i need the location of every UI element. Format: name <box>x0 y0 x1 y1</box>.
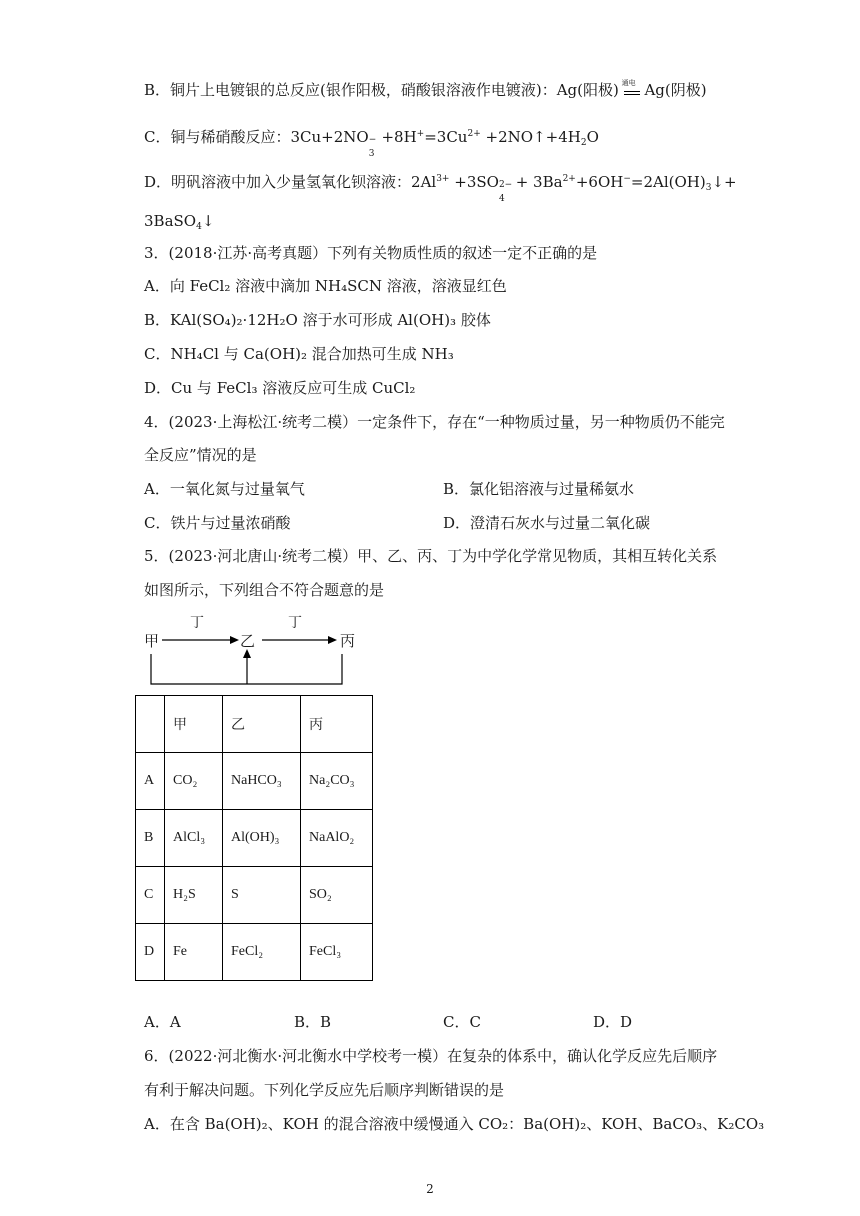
q3-stem: 3．(2018·江苏·高考真题）下列有关物质性质的叙述一定不正确的是 <box>144 244 598 262</box>
q6-option-a: A．在含 Ba(OH)₂、KOH 的混合溶液中缓慢通入 CO₂：Ba(OH)₂、KOH、BaCO₃、K₂CO₃ <box>144 1115 765 1133</box>
table-cell: Fe <box>165 924 223 981</box>
q2-c-h2osub: 2 <box>580 138 587 148</box>
q2-option-c <box>144 124 599 159</box>
table-row <box>136 753 373 810</box>
q4-option-b: B．氯化铝溶液与过量稀氨水 <box>443 480 635 498</box>
q2-d-mid4: =2Al(OH) <box>630 173 706 191</box>
table-cell: D <box>136 924 165 981</box>
q4-stem-line2: 全反应”情况的是 <box>144 446 257 464</box>
q2-d-so4sub: 4 <box>498 194 505 204</box>
q5-choice-a: A．A <box>144 1013 181 1031</box>
q5-choice-d: D．D <box>593 1013 633 1031</box>
options-table <box>135 695 373 981</box>
q2-d-l2: 3BaSO <box>144 212 197 230</box>
table-cell: CO₂ <box>165 753 223 810</box>
q3-option-b: B．KAl(SO₄)₂·12H₂O 溶于水可形成 Al(OH)₃ 胶体 <box>144 311 491 329</box>
q2-c-sup: − <box>368 135 377 145</box>
q2-c-rest: +2NO↑+4H <box>480 128 581 146</box>
diagram-lines <box>142 612 372 692</box>
q2-c-cusup: 2+ <box>467 129 481 139</box>
q2-d-l2sub: 4 <box>196 222 202 232</box>
q2-b-suffix: Ag(阴极) <box>644 81 707 99</box>
q6-stem-line1: 6．(2022·河北衡水·河北衡水中学校考一模）在复杂的体系中，确认化学反应先后顺序 <box>144 1047 718 1065</box>
table-cell: NaAlO₂ <box>301 810 373 867</box>
node-yi: 乙 <box>240 632 256 650</box>
node-bing: 丙 <box>340 632 356 650</box>
q3-option-a: A．向 FeCl₂ 溶液中滴加 NH₄SCN 溶液，溶液显红色 <box>144 277 507 295</box>
q2-d-alohsub: 3 <box>705 183 712 193</box>
table-cell: S <box>223 867 301 924</box>
table-header-cell: 丙 <box>301 696 373 753</box>
table-cell: B <box>136 810 165 867</box>
arrowhead-jia-yi <box>230 636 239 644</box>
q2-c-hsup: + <box>416 129 425 139</box>
q5-choice-b: B．B <box>294 1013 332 1031</box>
q6-stem-line2: 有利于解决问题。下列化学反应先后顺序判断错误的是 <box>144 1081 505 1099</box>
q2-c-end: O <box>586 128 599 146</box>
table-cell: SO₂ <box>301 867 373 924</box>
label-ding-1: 丁 <box>190 615 204 631</box>
q3-option-d: D．Cu 与 FeCl₃ 溶液反应可生成 CuCl₂ <box>144 379 416 397</box>
q5-stem-line2: 如图所示，下列组合不符合题意的是 <box>144 581 385 599</box>
q5-choice-c: C．C <box>443 1013 481 1031</box>
table-cell: NaHCO₃ <box>223 753 301 810</box>
table-cell: FeCl₂ <box>223 924 301 981</box>
q2-d-mid1: +3SO <box>449 173 499 191</box>
table-header-row <box>136 696 373 753</box>
q2-d-end: ↓+ <box>711 173 737 191</box>
page-number: 2 <box>426 1182 434 1196</box>
q2-d-ohsup: − <box>623 174 631 184</box>
table-cell: AlCl₃ <box>165 810 223 867</box>
table-cell: H₂S <box>165 867 223 924</box>
node-jia: 甲 <box>144 632 160 650</box>
table-cell: Al(OH)₃ <box>223 810 301 867</box>
electrolysis-label: 通电 <box>621 79 636 87</box>
table-row <box>136 924 373 981</box>
q2-d-mid3: +6OH <box>575 173 624 191</box>
label-ding-2: 丁 <box>288 615 302 631</box>
electrolysis-arrow <box>621 79 640 95</box>
q2-d-alsup: 3+ <box>436 174 450 184</box>
table-cell: Na₂CO₃ <box>301 753 373 810</box>
table-row <box>136 867 373 924</box>
table-cell: FeCl₃ <box>301 924 373 981</box>
q4-option-c: C．铁片与过量浓硝酸 <box>144 514 291 532</box>
q4-option-d: D．澄清石灰水与过量二氧化碳 <box>443 514 651 532</box>
q2-b-text: B．铜片上电镀银的总反应(银作阳极，硝酸银溶液作电镀液)：Ag(阳极) <box>144 81 619 99</box>
table-header-cell: 乙 <box>223 696 301 753</box>
q2-c-eq: =3Cu <box>424 128 468 146</box>
arrowhead-yi-bing <box>328 636 337 644</box>
q2-d-text: D．明矾溶液中加入少量氢氧化钡溶液：2Al <box>144 173 437 191</box>
q4-stem-line1: 4．(2023·上海松江·统考二模）一定条件下，存在“一种物质过量，另一种物质仍不能完 <box>144 413 725 431</box>
q2-d-so4sup: 2− <box>498 180 513 190</box>
q2-c-sub: 3 <box>368 149 375 159</box>
q5-stem-line1: 5．(2023·河北唐山·统考二模）甲、乙、丙、丁为中学化学常见物质，其相互转化关系 <box>144 547 718 565</box>
q2-c-mid: +8H <box>376 128 417 146</box>
table-cell: C <box>136 867 165 924</box>
table-header-cell <box>136 696 165 753</box>
q2-d-l2end: ↓ <box>201 212 215 230</box>
q2-option-b <box>144 80 707 100</box>
q2-d-mid2: + 3Ba <box>510 173 563 191</box>
table-row <box>136 810 373 867</box>
table-header-cell: 甲 <box>165 696 223 753</box>
q2-c-text: C．铜与稀硝酸反应：3Cu+2NO <box>144 128 369 146</box>
q4-option-a: A．一氧化氮与过量氧气 <box>144 480 305 498</box>
table-cell: A <box>136 753 165 810</box>
q3-option-c: C．NH₄Cl 与 Ca(OH)₂ 混合加热可生成 NH₃ <box>144 345 454 363</box>
q2-option-d <box>144 169 737 204</box>
conversion-diagram <box>142 612 372 692</box>
q2-option-d-line2 <box>144 211 214 237</box>
q2-d-basup: 2+ <box>562 174 576 184</box>
